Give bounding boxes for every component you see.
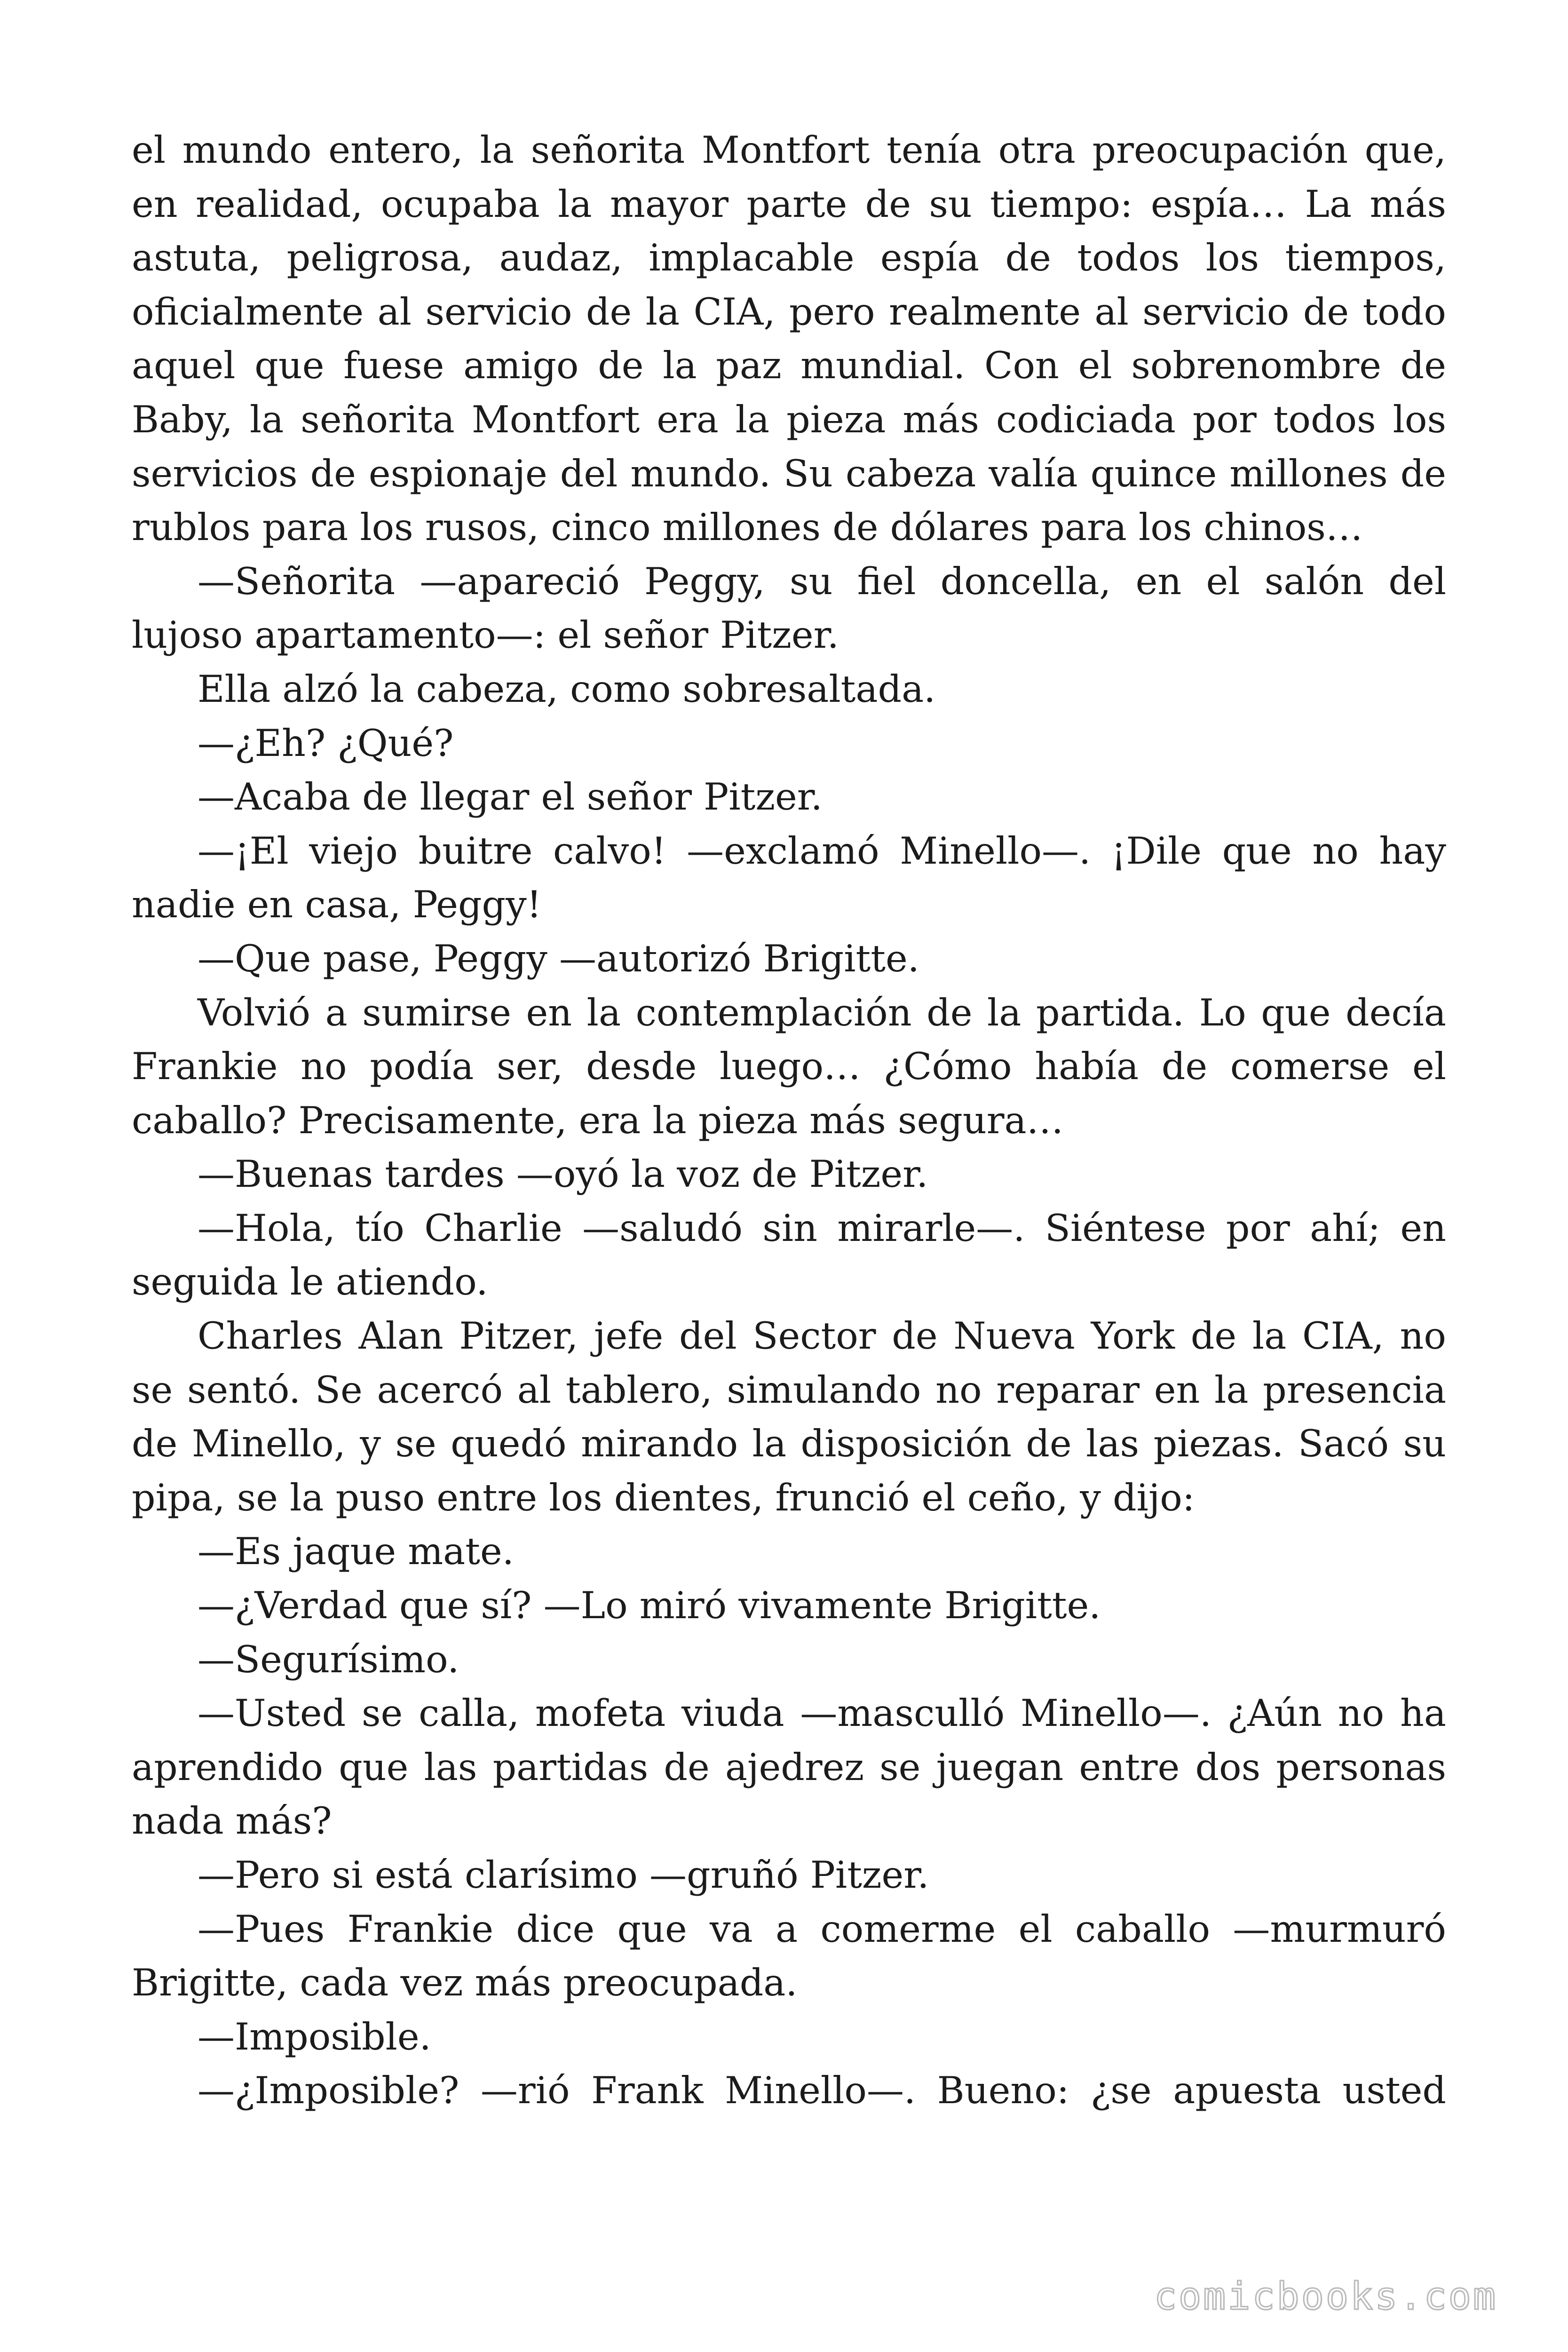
paragraph: —¿Verdad que sí? —Lo miró vivamente Brigitte. <box>198 1584 1101 1628</box>
paragraph: —¡El viejo buitre calvo! —exclamó Minello—. ¡Dile que no hay nadie en casa, Peggy! <box>132 829 1446 927</box>
paragraph: —Acaba de llegar el señor Pitzer. <box>198 775 823 819</box>
paragraph: —¿Imposible? —rió Frank Minello—. Bueno: ¿se apuesta usted <box>198 2069 1446 2113</box>
paragraph: —Segurísimo. <box>198 1637 459 1681</box>
paragraph: —Buenas tardes —oyó la voz de Pitzer. <box>198 1152 928 1196</box>
paragraph: —Que pase, Peggy —autorizó Brigitte. <box>198 937 919 980</box>
paragraph: —Señorita —apareció Peggy, su fiel doncella, en el salón del lujoso apartamento—: el señor Pitzer. <box>132 559 1446 657</box>
paragraph: —Hola, tío Charlie —saludó sin mirarle—. Siéntese por ahí; en seguida le atiendo. <box>132 1206 1446 1304</box>
paragraph: Volvió a sumirse en la contemplación de la partida. Lo que decía Frankie no podía ser, desde luego… ¿Cómo había de comerse el caballo? Precisamente, era la pieza más segura… <box>132 991 1446 1142</box>
watermark-logo: comicbooks.com <box>1154 2274 1497 2318</box>
paragraph: Ella alzó la cabeza, como sobresaltada. <box>198 667 936 711</box>
paragraph: —Pues Frankie dice que va a comerme el caballo —murmuró Brigitte, cada vez más preocupada. <box>132 1907 1446 2005</box>
paragraph: Charles Alan Pitzer, jefe del Sector de Nueva York de la CIA, no se sentó. Se acercó al tablero, simulando no reparar en la presencia de Minello, y se quedó mirando la disposición de las piezas. Sacó su pipa, se la puso entre los dientes, frunció el ceño, y dijo: <box>132 1314 1446 1519</box>
paragraph: —Usted se calla, mofeta viuda —masculló Minello—. ¿Aún no ha aprendido que las partidas de ajedrez se juegan entre dos personas nada más? <box>132 1692 1446 1843</box>
page-body <box>132 123 1446 2118</box>
paragraph: el mundo entero, la señorita Montfort tenía otra preocupación que, en realidad, ocupaba la mayor parte de su tiempo: espía… La más astuta, peligrosa, audaz, implacable espía de todos los tiempos, oficialmente al servicio de la CIA, pero realmente al servicio de todo aquel que fuese amigo de la paz mundial. Con el sobrenombre de Baby, la señorita Montfort era la pieza más codiciada por todos los servicios de espionaje del mundo. Su cabeza valía quince millones de rublos para los rusos, cinco millones de dólares para los chinos… <box>132 128 1446 549</box>
paragraph: —Pero si está clarísimo —gruñó Pitzer. <box>198 1853 929 1897</box>
paragraph: —Imposible. <box>198 2015 431 2058</box>
paragraph: —¿Eh? ¿Qué? <box>198 721 454 765</box>
paragraph: —Es jaque mate. <box>198 1530 514 1573</box>
